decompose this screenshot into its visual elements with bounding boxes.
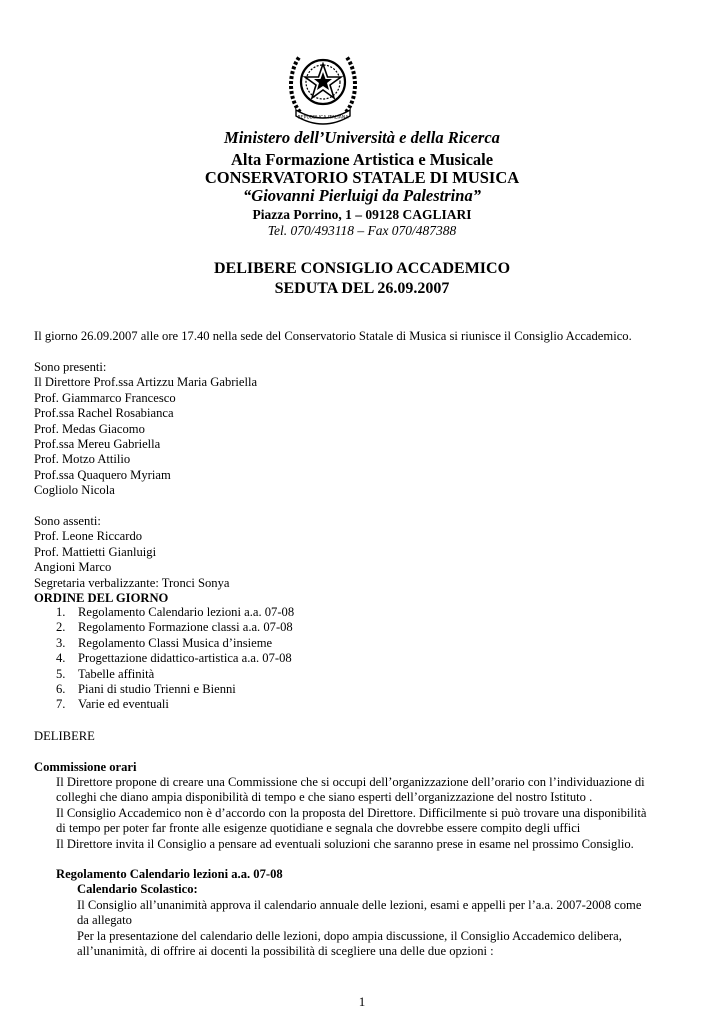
- presenti-label: Sono presenti:: [34, 360, 107, 374]
- header-conservatorio: CONSERVATORIO STATALE DI MUSICA: [204, 168, 520, 187]
- list-item: 7. Varie ed eventuali: [56, 697, 169, 712]
- regolamento-text: Il Consiglio all’unanimità approva il calendario annuale delle lezioni, esami e appelli per l’a.a. 2007-2008 come da allegato Per la presentazione del calendario delle lezioni, dopo ampia discussione, il Consiglio Accademico delibera, all’unanimità, di offrire ai docenti la possibilità di scegliere una delle due opzioni :: [77, 898, 642, 959]
- header-address: Piazza Porrino, 1 – 09128 CAGLIARI: [252, 207, 472, 222]
- assenti-label: Sono assenti:: [34, 514, 101, 528]
- regolamento-heading: Regolamento Calendario lezioni a.a. 07-08: [56, 867, 283, 881]
- assenti-list: [34, 514, 230, 606]
- list-item: Prof.ssa Mereu Gabriella: [34, 437, 161, 452]
- list-item: 3. Regolamento Classi Musica d’insieme: [56, 635, 273, 650]
- commissione-text: Il Direttore propone di creare una Commissione che si occupi dell’organizzazione dell’orario con l’individuazione di colleghi che diano ampia disponibilità di tempo e che siano esperti dell’organizzazione del nostro Istituto . Il Consiglio Accademico non è d’accordo con la proposta del Direttore. Difficilmente si può trovare una disponibilità di tempo per poter far fronte alle esigenze quotidiane e segnala che dovrebbe essere compito degli uffici Il Direttore invita il Consiglio a pensare ad eventuali soluzioni che saranno prese in esame nel prossimo Consiglio.: [56, 775, 647, 851]
- list-item: Angioni Marco: [34, 560, 112, 575]
- presenti-list: [34, 360, 257, 499]
- list-item: Prof. Mattietti Gianluigi: [34, 544, 157, 559]
- list-item: Cogliolo Nicola: [34, 483, 115, 498]
- list-item: 1. Regolamento Calendario lezioni a.a. 07-08: [56, 605, 295, 619]
- header-ministero: Ministero dell’Università e della Ricerca: [224, 128, 500, 147]
- list-item: Prof. Giammarco Francesco: [34, 390, 176, 405]
- list-item: 4. Progettazione didattico-artistica a.a. 07-08: [56, 651, 292, 666]
- header-alta-formazione: Alta Formazione Artistica e Musicale: [230, 150, 494, 169]
- document-title: DELIBERE CONSIGLIO ACCADEMICO: [213, 260, 511, 277]
- list-item: Prof. Medas Giacomo: [34, 421, 145, 436]
- document-subtitle: SEDUTA DEL 26.09.2007: [274, 280, 450, 297]
- calendario-subheading: Calendario Scolastico:: [77, 882, 198, 896]
- list-item: 6. Piani di studio Trienni e Bienni: [56, 682, 236, 697]
- list-item: Prof.ssa Rachel Rosabianca: [34, 406, 174, 421]
- page-number: 1: [358, 994, 366, 1009]
- list-item: Prof. Motzo Attilio: [34, 452, 131, 467]
- commissione-heading: Commissione orari: [34, 760, 137, 774]
- list-item: Prof.ssa Quaquero Myriam: [34, 467, 171, 482]
- header-giovanni: “Giovanni Pierluigi da Palestrina”: [243, 186, 481, 205]
- italian-republic-emblem-icon: [286, 42, 360, 126]
- header-tel: Tel. 070/493118 – Fax 070/487388: [267, 223, 457, 238]
- list-item: Prof. Leone Riccardo: [34, 529, 143, 544]
- list-item: 5. Tabelle affinità: [56, 666, 155, 681]
- ordine-list: [56, 605, 294, 713]
- intro-text: Il giorno 26.09.2007 alle ore 17.40 nella sede del Conservatorio Statale di Musica si riunisce il Consiglio Accademico.: [34, 329, 632, 343]
- ordine-heading: ORDINE DEL GIORNO: [34, 591, 169, 606]
- list-item: Il Direttore Prof.ssa Artizzu Maria Gabriella: [34, 375, 258, 390]
- delibere-label: DELIBERE: [34, 729, 95, 743]
- list-item: 2. Regolamento Formazione classi a.a. 07-08: [56, 620, 293, 635]
- list-item: Segretaria verbalizzante: Tronci Sonya: [34, 575, 230, 590]
- emblem-ribbon-text: REPUBBLICA ITALIANA: [297, 115, 349, 121]
